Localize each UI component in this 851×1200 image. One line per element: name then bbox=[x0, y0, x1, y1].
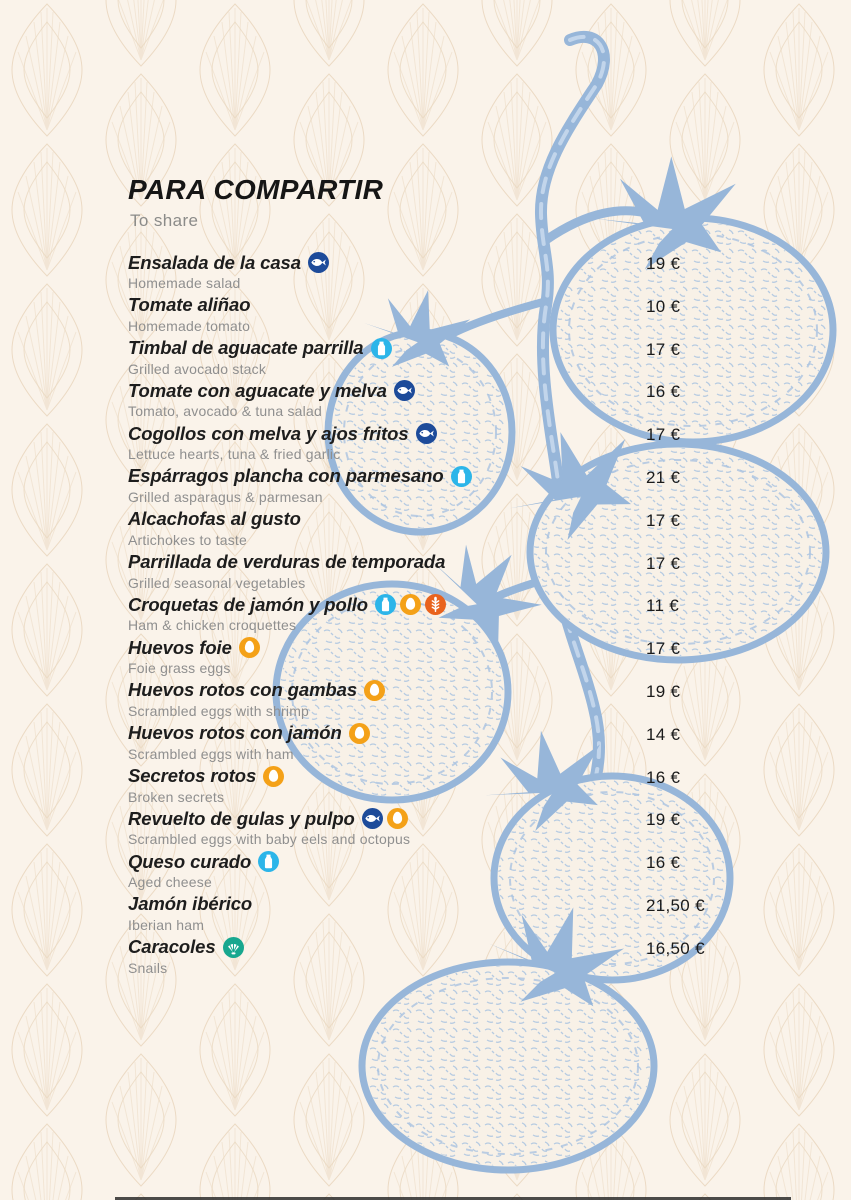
dish-price: 14 € bbox=[646, 724, 681, 744]
allergen-icons bbox=[258, 851, 279, 872]
dish-price: 17 € bbox=[646, 553, 681, 573]
dish-price: 17 € bbox=[646, 510, 681, 530]
menu-item bbox=[128, 294, 738, 337]
dish-description: Foie grass eggs bbox=[128, 660, 231, 677]
page-subtitle: To share bbox=[130, 211, 199, 230]
menu-item bbox=[128, 465, 738, 508]
page-title: PARA COMPARTIR bbox=[128, 174, 384, 205]
mollusc-allergen-icon bbox=[223, 937, 244, 958]
menu-item bbox=[128, 508, 738, 551]
dish-name: Revuelto de gulas y pulpo bbox=[128, 807, 355, 829]
dish-price: 21 € bbox=[646, 467, 681, 487]
allergen-icons bbox=[239, 637, 260, 658]
allergen-icons bbox=[263, 766, 284, 787]
egg-allergen-icon bbox=[387, 808, 408, 829]
dish-price: 19 € bbox=[646, 681, 681, 701]
menu-item bbox=[128, 850, 738, 893]
allergen-icons bbox=[308, 252, 329, 273]
fish-allergen-icon bbox=[394, 380, 415, 401]
menu-item bbox=[128, 422, 738, 465]
dish-price: 10 € bbox=[646, 296, 681, 316]
egg-allergen-icon bbox=[349, 723, 370, 744]
dish-name: Parrillada de verduras de temporada bbox=[128, 551, 446, 573]
allergen-icons bbox=[371, 338, 392, 359]
dish-name: Secretos rotos bbox=[128, 765, 257, 787]
allergen-icons bbox=[375, 594, 446, 615]
dish-description: Aged cheese bbox=[128, 874, 212, 891]
dish-price: 11 € bbox=[646, 596, 680, 616]
menu-item bbox=[128, 379, 738, 422]
egg-allergen-icon bbox=[239, 637, 260, 658]
fish-allergen-icon bbox=[362, 808, 383, 829]
dish-price: 16 € bbox=[646, 853, 681, 873]
menu-item bbox=[128, 936, 738, 979]
dish-name: Ensalada de la casa bbox=[128, 251, 301, 273]
allergen-icons bbox=[362, 808, 408, 829]
dish-name: Huevos rotos con gambas bbox=[128, 679, 358, 701]
menu-item bbox=[128, 337, 738, 380]
dish-name: Caracoles bbox=[128, 936, 216, 958]
dish-description: Homemade tomato bbox=[128, 317, 251, 334]
dish-price: 16 € bbox=[646, 767, 681, 787]
dish-description: Artichokes to taste bbox=[128, 531, 247, 548]
egg-allergen-icon bbox=[263, 766, 284, 787]
dish-name: Queso curado bbox=[128, 850, 252, 872]
dish-price: 17 € bbox=[646, 339, 681, 359]
dish-description: Broken secrets bbox=[128, 788, 225, 805]
fish-allergen-icon bbox=[416, 423, 437, 444]
menu-item bbox=[128, 679, 738, 722]
dish-description: Iberian ham bbox=[128, 916, 205, 933]
allergen-icons bbox=[394, 380, 415, 401]
dish-description: Tomato, avocado & tuna salad bbox=[128, 403, 322, 420]
dish-price: 21,50 € bbox=[646, 895, 705, 915]
dish-description: Scrambled eggs with baby eels and octopus bbox=[128, 831, 411, 848]
dish-price: 16 € bbox=[646, 382, 681, 402]
dish-price: 19 € bbox=[646, 810, 681, 830]
menu-item bbox=[128, 765, 738, 808]
dish-name: Huevos rotos con jamón bbox=[128, 722, 342, 744]
dish-name: Tomate con aguacate y melva bbox=[128, 379, 387, 401]
dish-price: 19 € bbox=[646, 254, 681, 273]
dish-description: Lettuce hearts, tuna & fried garlic bbox=[128, 446, 341, 463]
dish-description: Grilled seasonal vegetables bbox=[128, 574, 306, 591]
allergen-icons bbox=[349, 723, 370, 744]
fish-allergen-icon bbox=[308, 252, 329, 273]
menu-item bbox=[128, 551, 738, 594]
dish-price: 16,50 € bbox=[646, 938, 705, 958]
dish-name: Espárragos plancha con parmesano bbox=[128, 465, 444, 487]
menu-item bbox=[128, 807, 738, 850]
milk-allergen-icon bbox=[375, 594, 396, 615]
dish-description: Ham & chicken croquettes bbox=[128, 617, 297, 634]
milk-allergen-icon bbox=[258, 851, 279, 872]
dish-name: Huevos foie bbox=[128, 636, 232, 658]
gluten-allergen-icon bbox=[425, 594, 446, 615]
dish-description: Scrambled eggs with shrimp bbox=[128, 702, 310, 719]
egg-allergen-icon bbox=[400, 594, 421, 615]
dish-name: Croquetas de jamón y pollo bbox=[128, 593, 368, 615]
menu-item bbox=[128, 722, 738, 765]
menu-list bbox=[128, 251, 738, 979]
egg-allergen-icon bbox=[364, 680, 385, 701]
menu-item bbox=[128, 593, 738, 636]
allergen-icons bbox=[223, 937, 244, 958]
milk-allergen-icon bbox=[451, 466, 472, 487]
dish-description: Homemade salad bbox=[128, 275, 241, 291]
dish-name: Alcachofas al gusto bbox=[128, 508, 301, 530]
allergen-icons bbox=[416, 423, 437, 444]
allergen-icons bbox=[451, 466, 472, 487]
menu-item bbox=[128, 893, 738, 936]
dish-name: Cogollos con melva y ajos fritos bbox=[128, 422, 409, 444]
dish-price: 17 € bbox=[646, 425, 681, 445]
allergen-icons bbox=[364, 680, 385, 701]
dish-name: Tomate aliñao bbox=[128, 294, 251, 316]
dish-description: Scrambled eggs with ham bbox=[128, 745, 294, 762]
dish-description: Grilled asparagus & parmesan bbox=[128, 488, 323, 505]
dish-description: Grilled avocado stack bbox=[128, 360, 267, 377]
dish-name: Jamón ibérico bbox=[128, 893, 253, 915]
dish-name: Timbal de aguacate parrilla bbox=[128, 337, 364, 359]
section-header bbox=[128, 174, 383, 231]
menu-item bbox=[128, 251, 738, 294]
dish-price: 17 € bbox=[646, 639, 681, 659]
dish-description: Snails bbox=[128, 959, 168, 976]
milk-allergen-icon bbox=[371, 338, 392, 359]
menu-item bbox=[128, 636, 738, 679]
